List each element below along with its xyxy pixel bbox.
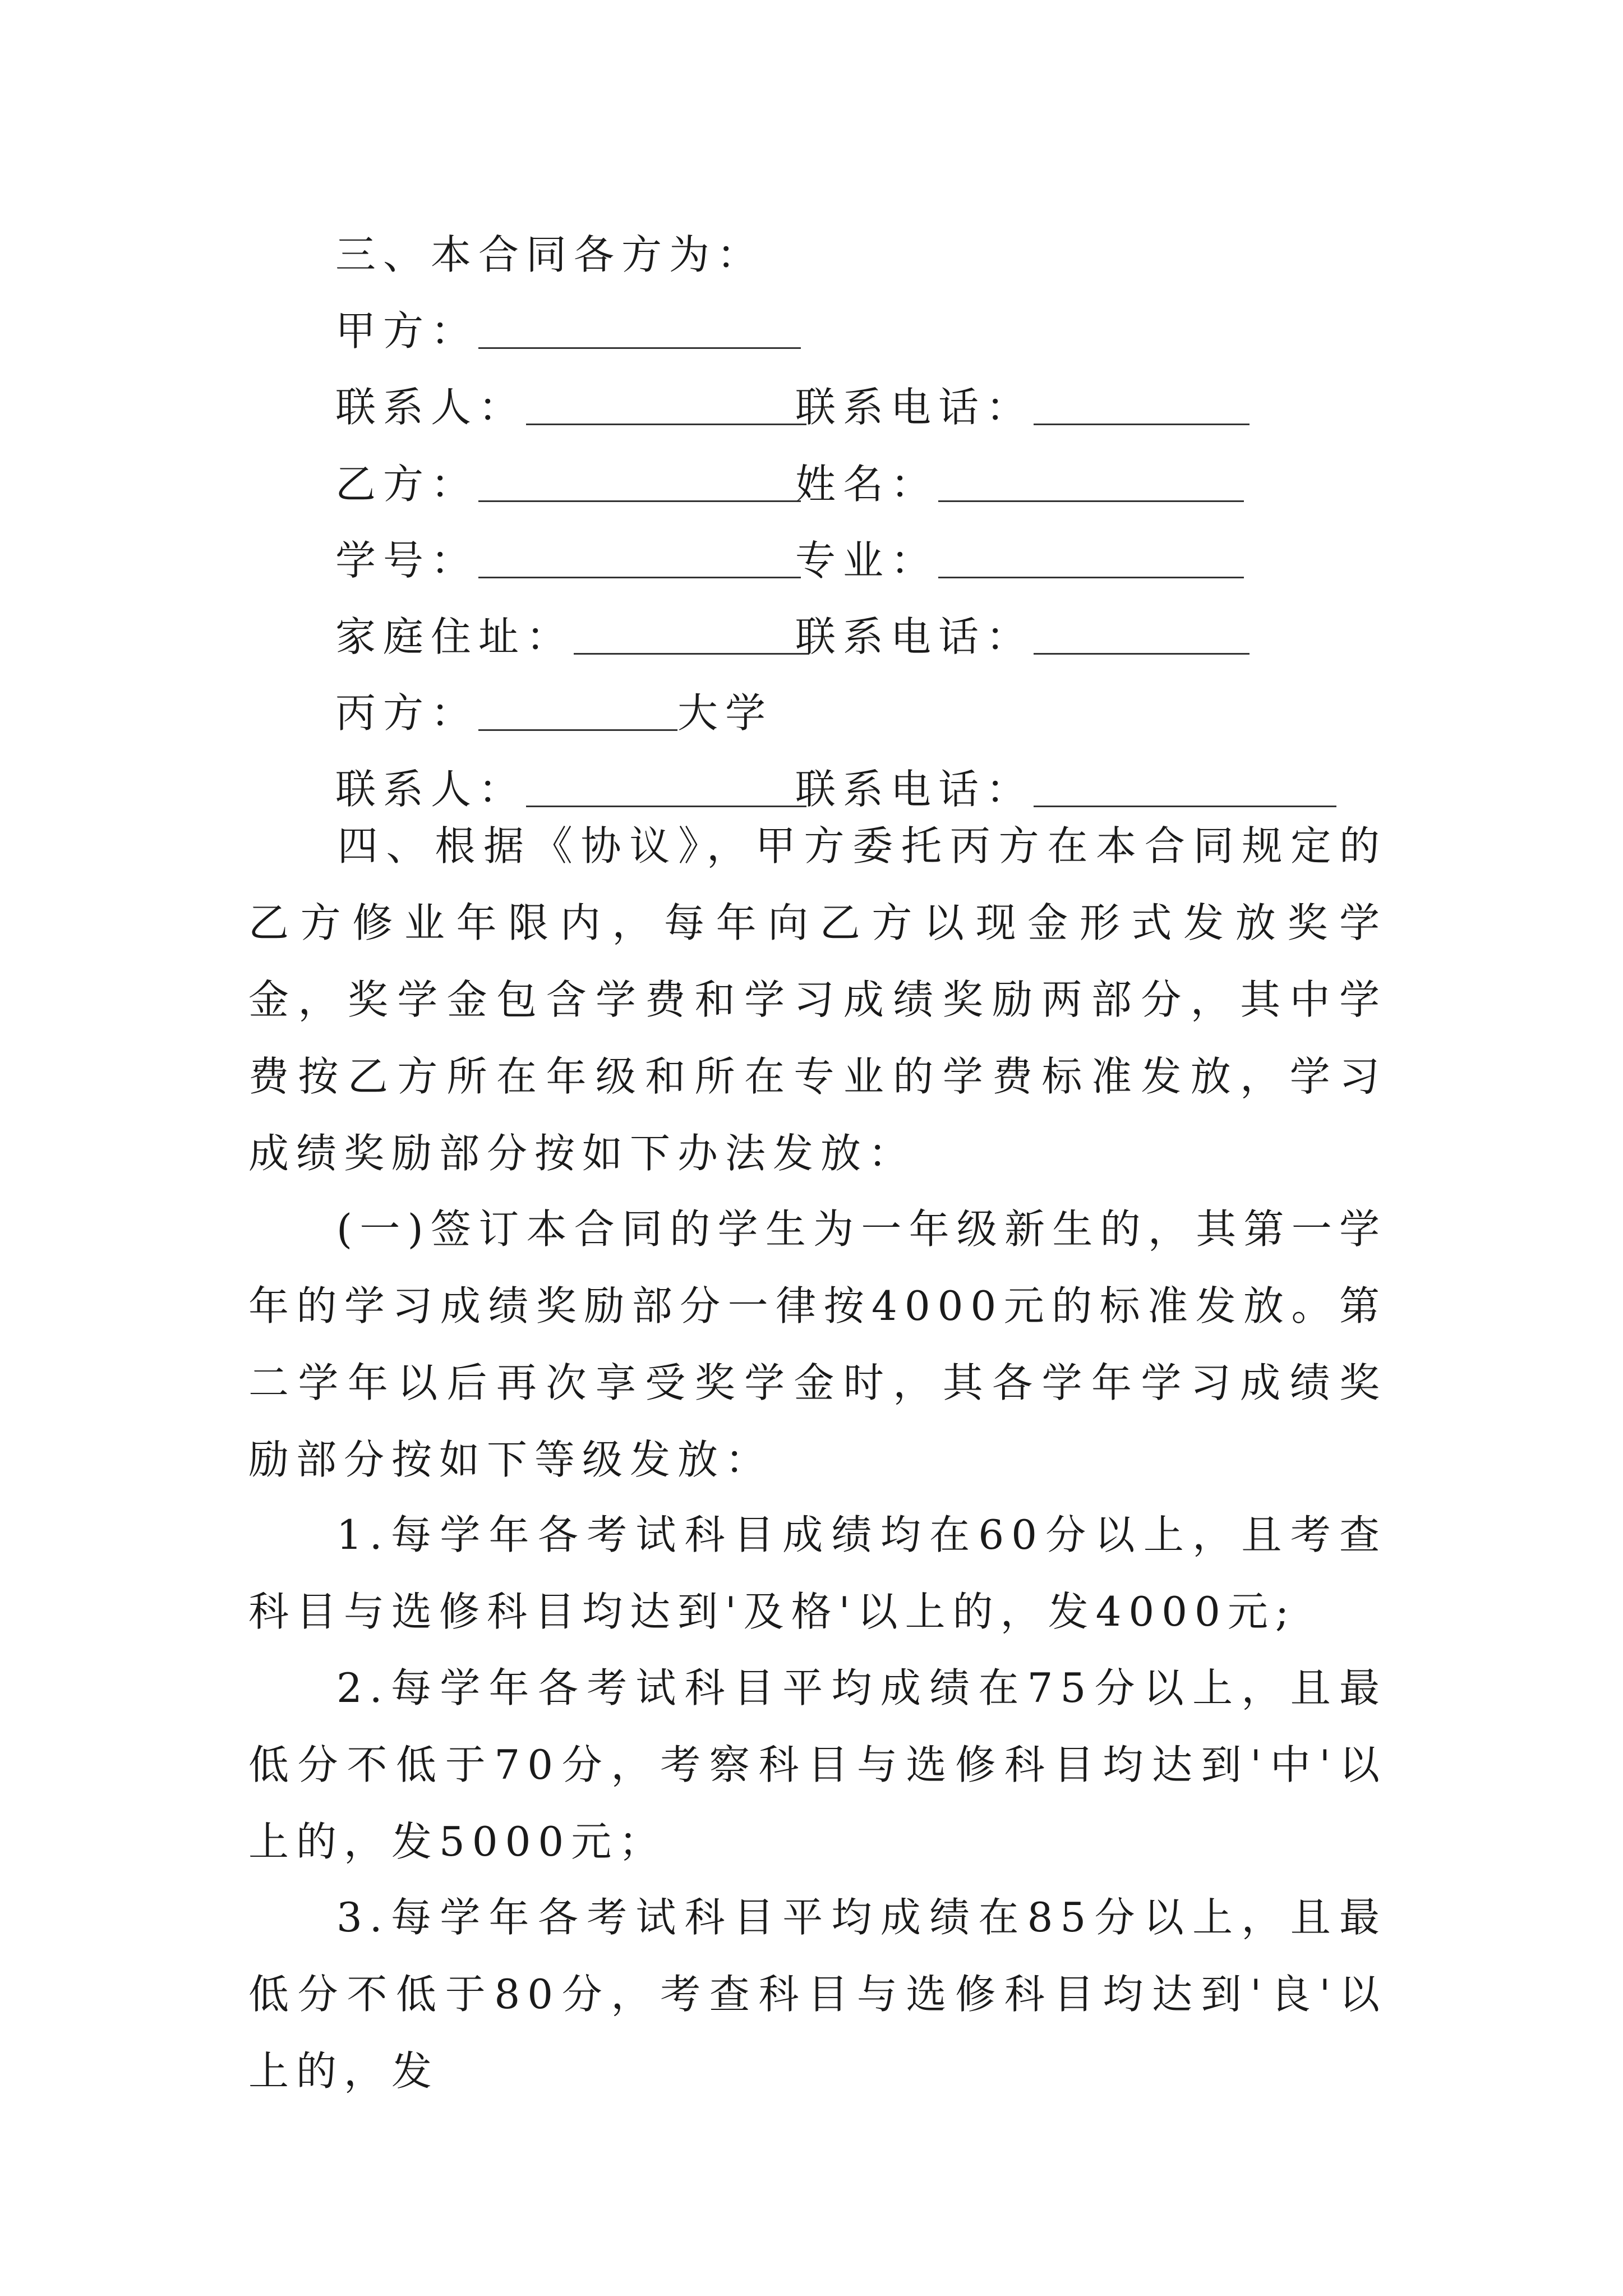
party-a-blank[interactable] [478, 343, 801, 349]
party-c-contact-blank[interactable] [526, 801, 806, 807]
section-4-text: 四、根据《协议》，甲方委托丙方在本合同规定的乙方修业年限内，每年向乙方以现金形式发放奖学金，奖学金包含学费和学习成绩奖励两部分，其中学费按乙方所在年级和所在专业的学费标准发放，学习成绩奖励部分按如下办法发放： [248, 822, 1387, 1177]
party-c-phone-label: 联系电话： [795, 766, 1034, 813]
item-2-paragraph [248, 1650, 1387, 1880]
party-b-phone-label: 联系电话： [795, 613, 1034, 660]
party-b-name-label: 姓名： [795, 461, 939, 508]
party-a-contact-blank[interactable] [526, 419, 806, 425]
party-c-contact-label: 联系人： [335, 766, 527, 813]
party-b-name-blank[interactable] [938, 496, 1244, 502]
major-blank[interactable] [938, 572, 1244, 578]
clause-1-paragraph [248, 1191, 1387, 1498]
party-b-blank[interactable] [478, 496, 801, 502]
party-c-blank[interactable] [478, 725, 677, 731]
party-b-phone-blank[interactable] [1034, 648, 1249, 655]
item-2-text: 2.每学年各考试科目平均成绩在75分以上，且最低分不低于70分，考察科目与选修科目均达到'中'以上的，发5000元； [248, 1664, 1387, 1865]
party-a-contact-label: 联系人： [335, 384, 527, 431]
clause-1-text: (一)签订本合同的学生为一年级新生的，其第一学年的学习成绩奖励部分一律按4000元的标准发放。第二学年以后再次享受奖学金时，其各学年学习成绩奖励部分按如下等级发放： [248, 1205, 1387, 1483]
party-a-label: 甲方： [335, 307, 479, 355]
party-a-phone-blank[interactable] [1034, 419, 1249, 425]
party-a-phone-label: 联系电话： [795, 384, 1034, 431]
item-3-paragraph [248, 1879, 1387, 2110]
party-c-phone-blank[interactable] [1034, 801, 1336, 807]
item-1-text: 1.每学年各考试科目成绩均在60分以上，且考查科目与选修科目均达到'及格'以上的，发4000元; [248, 1511, 1387, 1635]
section-4-paragraph [248, 808, 1387, 1192]
student-id-blank[interactable] [478, 572, 801, 578]
item-3-text: 3.每学年各考试科目平均成绩在85分以上，且最低分不低于80分，考查科目与选修科目均达到'良'以上的，发 [248, 1894, 1387, 2095]
section-3-heading: 三、本合同各方为： [335, 231, 765, 278]
item-1-paragraph [248, 1497, 1387, 1650]
home-address-label: 家庭住址： [335, 613, 574, 660]
major-label: 专业： [795, 537, 939, 584]
student-id-label: 学号： [335, 537, 479, 584]
party-b-label: 乙方： [335, 461, 479, 508]
party-c-suffix: 大学 [677, 689, 773, 737]
home-address-blank[interactable] [574, 648, 809, 655]
party-c-label: 丙方： [335, 689, 479, 737]
